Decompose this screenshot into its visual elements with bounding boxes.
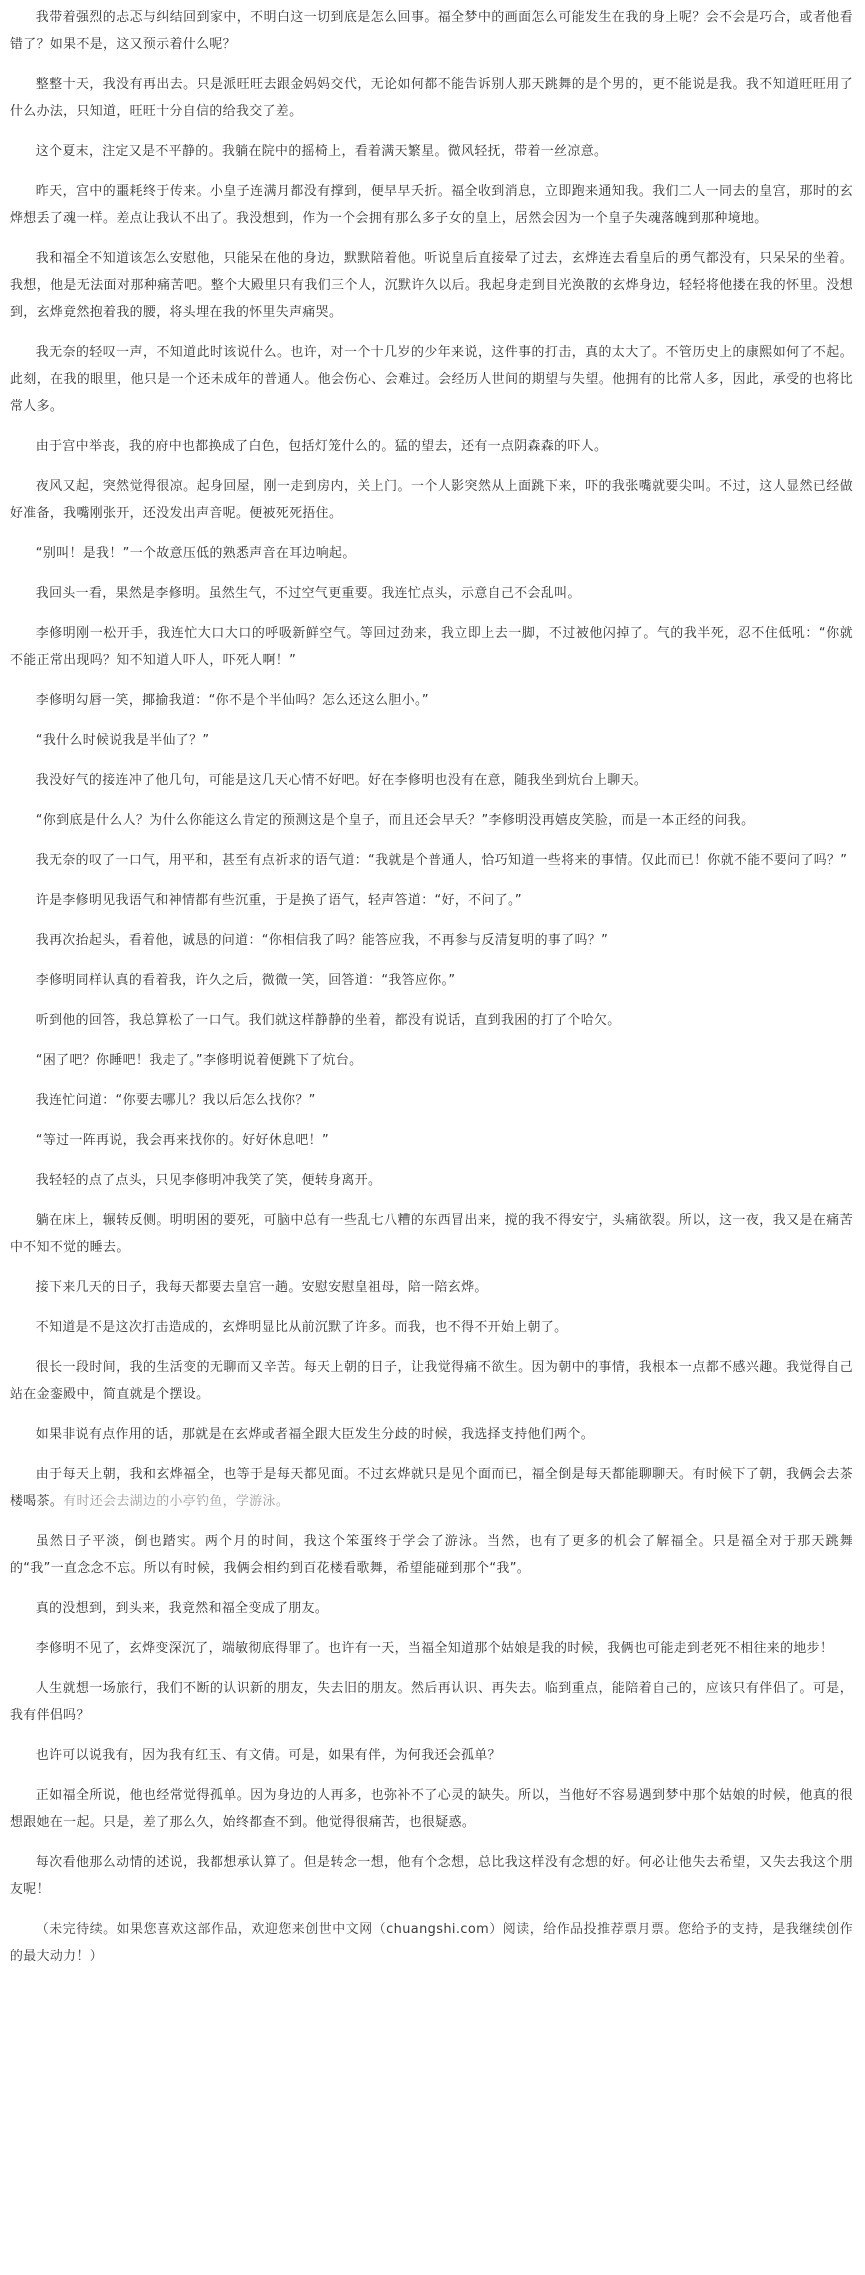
paragraph-text: 人生就想一场旅行，我们不断的认识新的朋友，失去旧的朋友。然后再认识、再失去。临到重点，能陪着自己的，应该只有伴侣了。可是，我有伴侣吗？ bbox=[10, 1681, 853, 1723]
paragraph-text: 我无奈的轻叹一声，不知道此时该说什么。也许，对一个十几岁的少年来说，这件事的打击，真的太大了。不管历史上的康熙如何了不起。此刻，在我的眼里，他只是一个还未成年的普通人。他会伤心、会难过。会经历人世间的期望与失望。他拥有的比常人多，因此，承受的也将比常人多。 bbox=[10, 345, 853, 414]
paragraph-text: 听到他的回答，我总算松了一口气。我们就这样静静的坐着，都没有说话，直到我困的打了个哈欠。 bbox=[35, 1013, 621, 1028]
paragraph-text: 昨天，宫中的噩耗终于传来。小皇子连满月都没有撑到，便早早夭折。福全收到消息，立即跑来通知我。我们二人一同去的皇宫，那时的玄烨想丢了魂一样。差点让我认不出了。我没想到，作为一个会拥有那么多子女的皇上，居然会因为一个皇子失魂落魄到那种境地。 bbox=[10, 184, 853, 226]
article-paragraph bbox=[10, 1461, 853, 1515]
paragraph-text: 我再次抬起头，看着他，诚恳的问道：“你相信我了吗？能答应我，不再参与反清复明的事了吗？” bbox=[35, 933, 609, 948]
faded-text-fragment: 有时还会去湖边的小亭钓鱼，学游泳。 bbox=[63, 1494, 290, 1509]
paragraph-text: 由于每天上朝，我和玄烨福全，也等于是每天都见面。不过玄烨就只是见个面而已，福全倒是每天都能聊聊天。有时候下了朝，我俩会去茶楼喝茶。 bbox=[10, 1467, 853, 1509]
article-paragraph bbox=[10, 1354, 853, 1408]
paragraph-text: “我什么时候说我是半仙了？” bbox=[35, 733, 210, 748]
article-paragraph bbox=[10, 1421, 853, 1448]
paragraph-text: 由于宫中举丧，我的府中也都换成了白色，包括灯笼什么的。猛的望去，还有一点阴森森的吓人。 bbox=[35, 439, 608, 454]
paragraph-text: 我和福全不知道该怎么安慰他，只能呆在他的身边，默默陪着他。听说皇后直接晕了过去，玄烨连去看皇后的勇气都没有，只呆呆的坐着。我想，他是无法面对那种痛苦吧。整个大殿里只有我们三个人，沉默许久以后。我起身走到目光涣散的玄烨身边，轻轻将他搂在我的怀里。没想到，玄烨竟然抱着我的腰，将头埋在我的怀里失声痛哭。 bbox=[10, 251, 853, 320]
article-paragraph bbox=[10, 967, 853, 994]
article-paragraph bbox=[10, 767, 853, 794]
paragraph-text: “困了吧？你睡吧！我走了。”李修明说着便跳下了炕台。 bbox=[35, 1053, 363, 1068]
paragraph-text: 我连忙问道：“你要去哪儿？我以后怎么找你？” bbox=[35, 1093, 316, 1108]
article-paragraph bbox=[10, 1742, 853, 1769]
article-paragraph bbox=[10, 245, 853, 326]
article-paragraph bbox=[10, 687, 853, 714]
article-body bbox=[10, 4, 853, 1970]
paragraph-text: 整整十天，我没有再出去。只是派旺旺去跟金妈妈交代，无论如何都不能告诉别人那天跳舞的是个男的，更不能说是我。我不知道旺旺用了什么办法，只知道，旺旺十分自信的给我交了差。 bbox=[10, 77, 853, 119]
paragraph-text: 李修明勾唇一笑，揶揄我道：“你不是个半仙吗？怎么还这么胆小。” bbox=[35, 693, 429, 708]
article-paragraph bbox=[10, 727, 853, 754]
article-paragraph bbox=[10, 138, 853, 165]
article-paragraph bbox=[10, 887, 853, 914]
paragraph-text: 躺在床上，辗转反侧。明明困的要死，可脑中总有一些乱七八糟的东西冒出来，搅的我不得安宁，头痛欲裂。所以，这一夜，我又是在痛苦中不知不觉的睡去。 bbox=[10, 1213, 853, 1255]
article-paragraph bbox=[10, 1314, 853, 1341]
paragraph-text: 也许可以说我有，因为我有红玉、有文倩。可是，如果有伴，为何我还会孤单？ bbox=[35, 1748, 501, 1763]
article-paragraph bbox=[10, 1782, 853, 1836]
article-paragraph bbox=[10, 473, 853, 527]
article-paragraph bbox=[10, 1167, 853, 1194]
article-paragraph bbox=[10, 1087, 853, 1114]
paragraph-text: 真的没想到，到头来，我竟然和福全变成了朋友。 bbox=[35, 1601, 329, 1616]
article-paragraph bbox=[10, 1595, 853, 1622]
paragraph-text: 李修明不见了，玄烨变深沉了，端敏彻底得罪了。也许有一天，当福全知道那个姑娘是我的时候，我俩也可能走到老死不相往来的地步！ bbox=[35, 1641, 834, 1656]
article-paragraph bbox=[10, 1849, 853, 1903]
article-paragraph bbox=[10, 1635, 853, 1662]
paragraph-text: “别叫！是我！”一个故意压低的熟悉声音在耳边响起。 bbox=[35, 546, 356, 561]
article-paragraph bbox=[10, 1047, 853, 1074]
paragraph-text: 李修明同样认真的看着我，许久之后，微微一笑，回答道：“我答应你。” bbox=[35, 973, 456, 988]
article-paragraph bbox=[10, 1127, 853, 1154]
article-paragraph bbox=[10, 580, 853, 607]
article-paragraph bbox=[10, 1207, 853, 1261]
paragraph-text: 每次看他那么动情的述说，我都想承认算了。但是转念一想，他有个念想，总比我这样没有念想的好。何必让他失去希望，又失去我这个朋友呢！ bbox=[10, 1855, 853, 1897]
paragraph-text: 夜风又起，突然觉得很凉。起身回屋，刚一走到房内，关上门。一个人影突然从上面跳下来，吓的我张嘴就要尖叫。不过，这人显然已经做好准备，我嘴刚张开，还没发出声音呢。便被死死捂住。 bbox=[10, 479, 853, 521]
article-paragraph bbox=[10, 4, 853, 58]
paragraph-text: 很长一段时间，我的生活变的无聊而又辛苦。每天上朝的日子，让我觉得痛不欲生。因为朝中的事情，我根本一点都不感兴趣。我觉得自己站在金銮殿中，简直就是个摆设。 bbox=[10, 1360, 853, 1402]
article-paragraph bbox=[10, 178, 853, 232]
paragraph-text: 这个夏末，注定又是不平静的。我躺在院中的摇椅上，看着满天繁星。微风轻抚，带着一丝凉意。 bbox=[35, 144, 608, 159]
continuation-footer-note: （未完待续。如果您喜欢这部作品，欢迎您来创世中文网（chuangshi.com）阅读，给作品投推荐票月票。您给予的支持，是我继续创作的最大动力！） bbox=[10, 1922, 853, 1964]
article-paragraph bbox=[10, 1528, 853, 1582]
article-paragraph bbox=[10, 847, 853, 874]
article-paragraph bbox=[10, 620, 853, 674]
article-paragraph bbox=[10, 339, 853, 420]
article-paragraph bbox=[10, 807, 853, 834]
article-paragraph bbox=[10, 71, 853, 125]
article-paragraph bbox=[10, 1274, 853, 1301]
paragraph-text: 李修明刚一松开手，我连忙大口大口的呼吸新鲜空气。等回过劲来，我立即上去一脚，不过被他闪掉了。气的我半死，忍不住低吼：“你就不能正常出现吗？知不知道人吓人，吓死人啊！” bbox=[10, 626, 853, 668]
paragraph-text: 正如福全所说，他也经常觉得孤单。因为身边的人再多，也弥补不了心灵的缺失。所以，当他好不容易遇到梦中那个姑娘的时候，他真的很想跟她在一起。只是，差了那么久，始终都查不到。他觉得很痛苦，也很疑惑。 bbox=[10, 1788, 853, 1830]
paragraph-text: “等过一阵再说，我会再来找你的。好好休息吧！” bbox=[35, 1133, 330, 1148]
paragraph-text: 接下来几天的日子，我每天都要去皇宫一趟。安慰安慰皇祖母，陪一陪玄烨。 bbox=[35, 1280, 488, 1295]
paragraph-text: 许是李修明见我语气和神情都有些沉重，于是换了语气，轻声答道：“好，不问了。” bbox=[35, 893, 522, 908]
paragraph-text: 不知道是不是这次打击造成的，玄烨明显比从前沉默了许多。而我，也不得不开始上朝了。 bbox=[35, 1320, 568, 1335]
article-paragraph bbox=[10, 1007, 853, 1034]
paragraph-text: 我回头一看，果然是李修明。虽然生气，不过空气更重要。我连忙点头，示意自己不会乱叫。 bbox=[35, 586, 581, 601]
paragraph-text: 我没好气的接连冲了他几句，可能是这几天心情不好吧。好在李修明也没有在意，随我坐到炕台上聊天。 bbox=[35, 773, 648, 788]
article-paragraph bbox=[10, 433, 853, 460]
article-paragraph bbox=[10, 1675, 853, 1729]
paragraph-text: 我轻轻的点了点头，只见李修明冲我笑了笑，便转身离开。 bbox=[35, 1173, 382, 1188]
paragraph-text: 虽然日子平淡，倒也踏实。两个月的时间，我这个笨蛋终于学会了游泳。当然，也有了更多的机会了解福全。只是福全对于那天跳舞的“我”一直念念不忘。所以有时候，我俩会相约到百花楼看歌舞，希望能碰到那个“我”。 bbox=[10, 1534, 853, 1576]
paragraph-text: 我带着强烈的忐忑与纠结回到家中，不明白这一切到底是怎么回事。福全梦中的画面怎么可能发生在我的身上呢？会不会是巧合，或者他看错了？如果不是，这又预示着什么呢？ bbox=[10, 10, 853, 52]
paragraph-text: 如果非说有点作用的话，那就是在玄烨或者福全跟大臣发生分歧的时候，我选择支持他们两个。 bbox=[35, 1427, 595, 1442]
paragraph-text: “你到底是什么人？为什么你能这么肯定的预测这是个皇子，而且还会早夭？”李修明没再嬉皮笑脸，而是一本正经的问我。 bbox=[35, 813, 755, 828]
article-paragraph bbox=[10, 927, 853, 954]
article-paragraph bbox=[10, 540, 853, 567]
paragraph-text: 我无奈的叹了一口气，用平和，甚至有点祈求的语气道：“我就是个普通人，恰巧知道一些将来的事情。仅此而已！你就不能不要问了吗？” bbox=[35, 853, 848, 868]
